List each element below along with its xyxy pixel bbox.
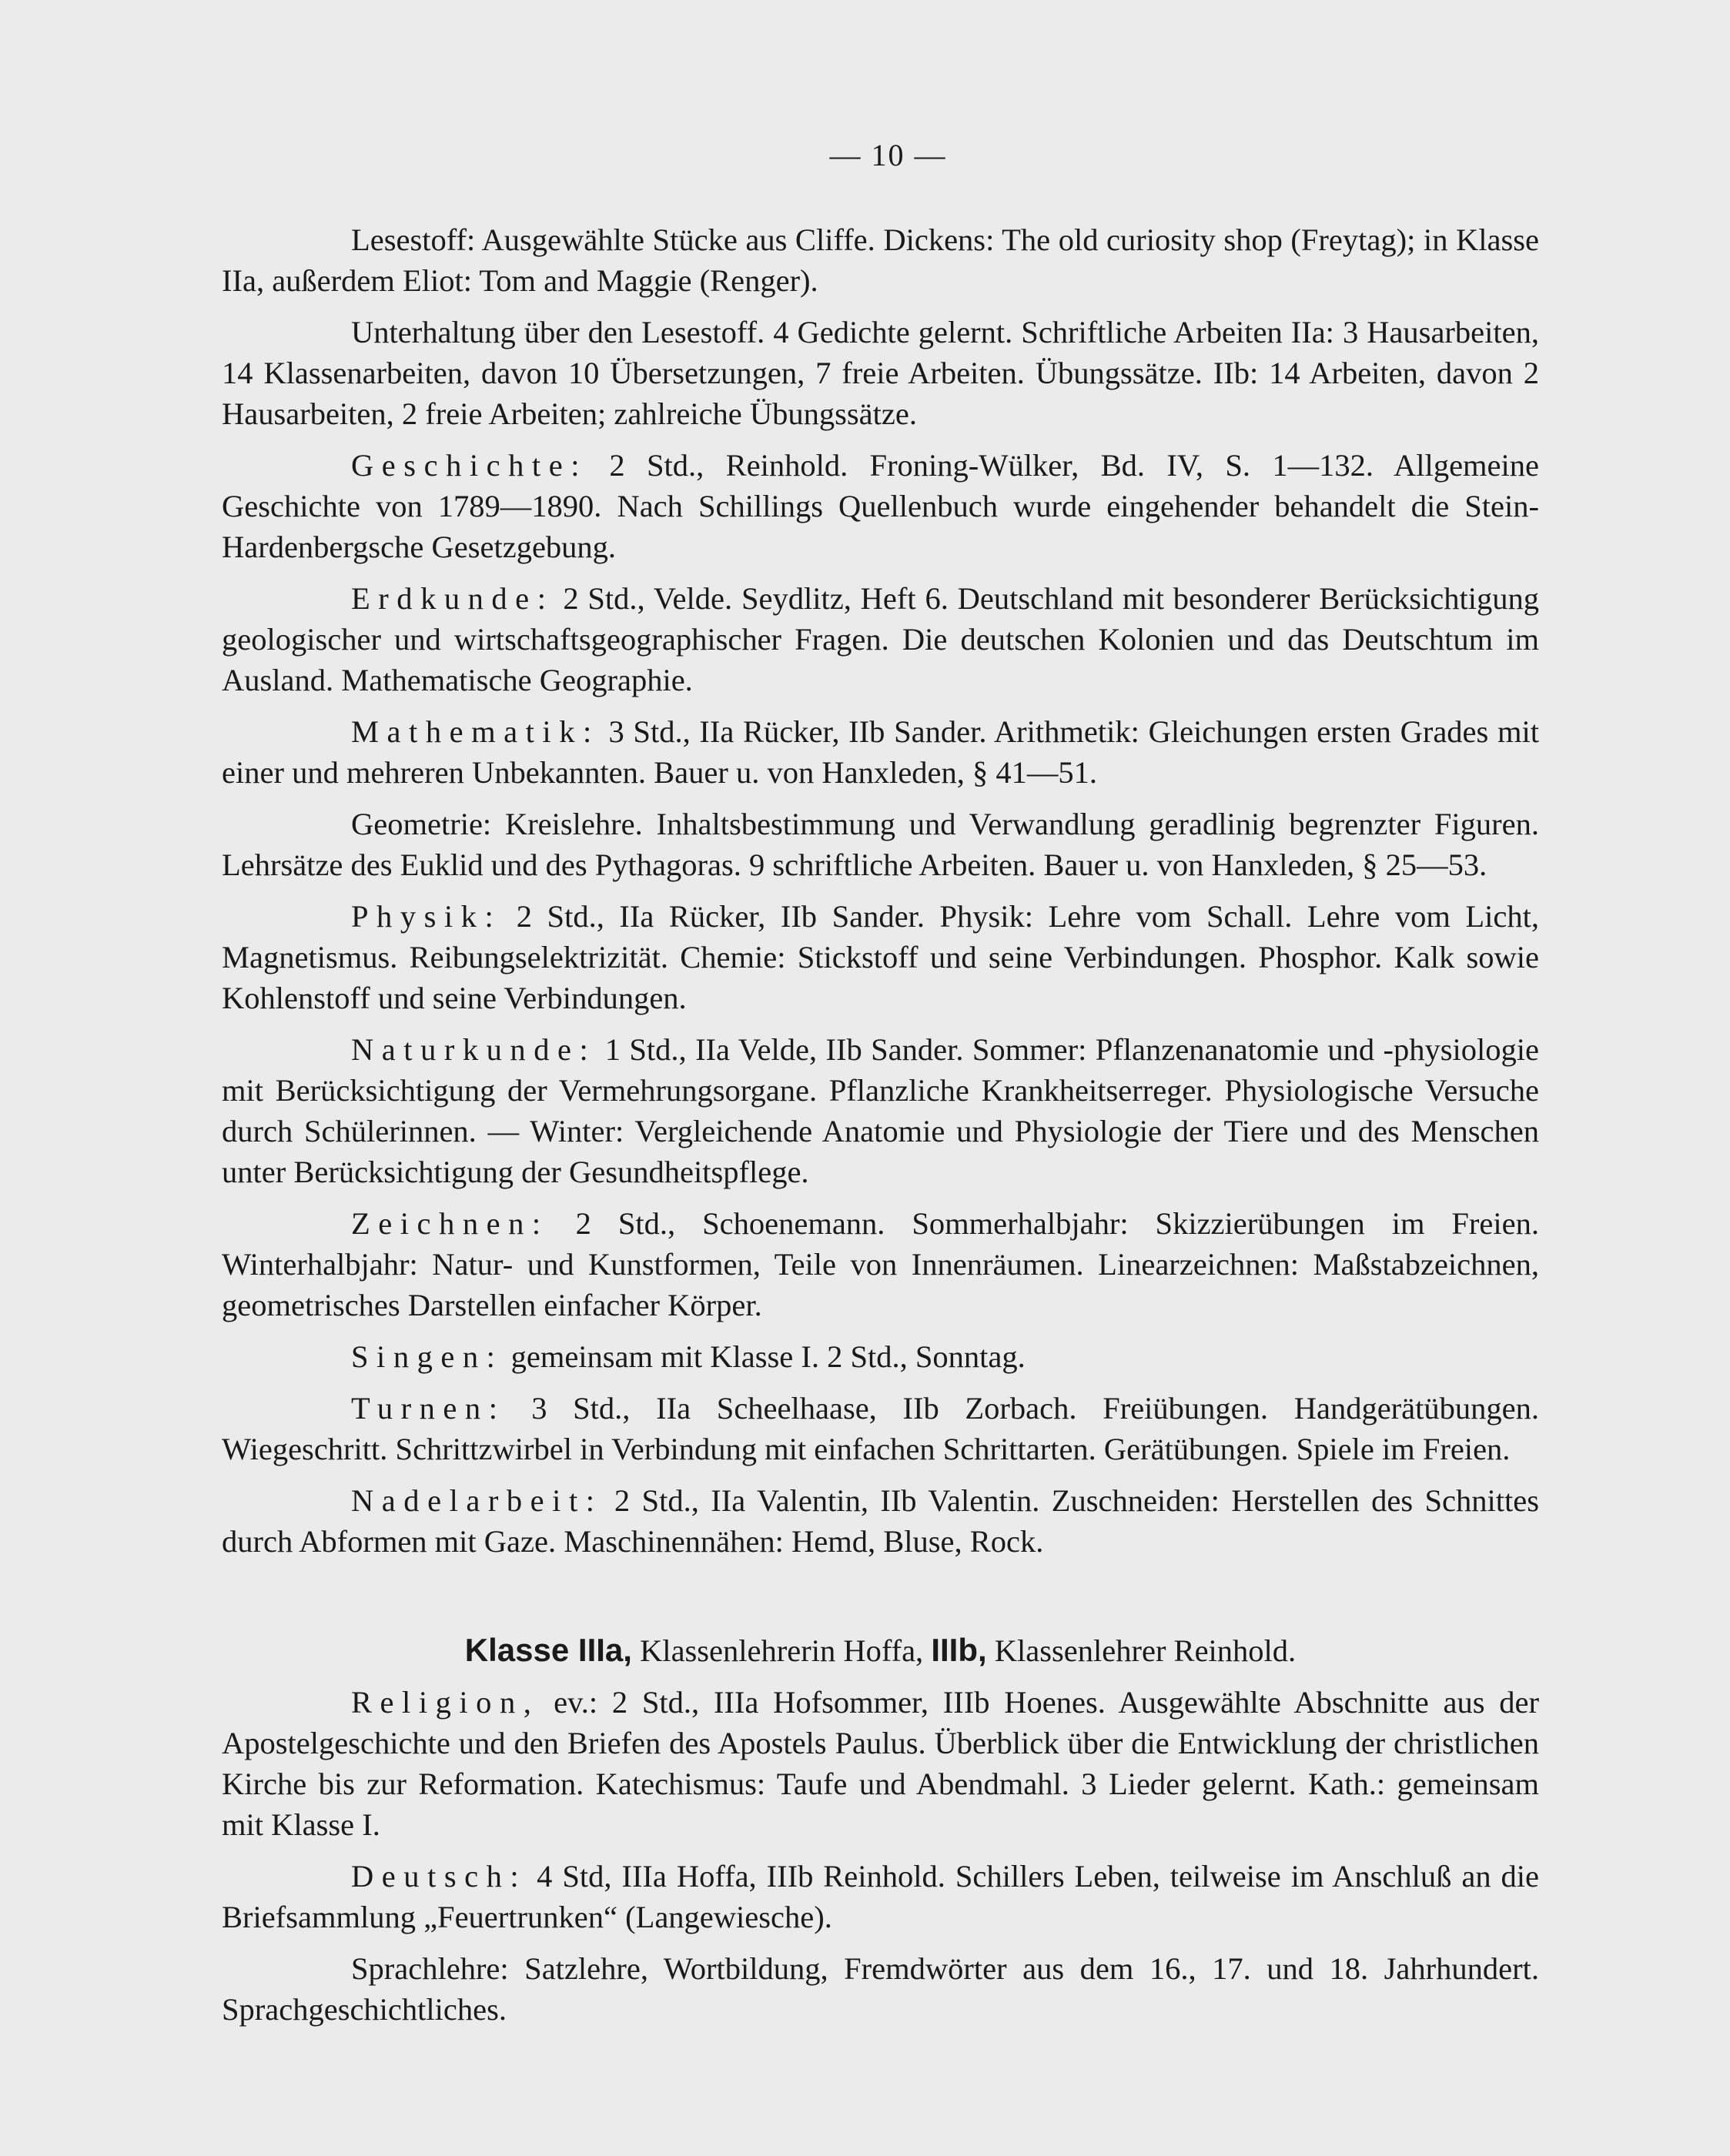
paragraph-zeichnen: [222, 1203, 1539, 1325]
paragraph-text: ev.: 2 Std., IIIa Hofsommer, IIIb Hoenes. Ausgewählte Abschnitte aus der Apostelgeschichte und den Briefen des Apostels Paulus. Überblick über die Entwicklung der christlichen Kirche bis zur Reformation. Katechismus: Taufe und Abendmahl. 3 Lieder gelernt. Kath.: gemeinsam mit Klasse I.: [222, 1685, 1539, 1842]
paragraph-text: 2 Std., IIa Valentin, IIb Valentin. Zuschneiden: Herstellen des Schnittes durch Abformen mit Gaze. Maschinennähen: Hemd, Bluse, Rock.: [222, 1483, 1539, 1559]
paragraph-turnen: [222, 1388, 1539, 1469]
subject-label: Deutsch:: [351, 1859, 527, 1894]
paragraph-text: 2 Std., IIa Rücker, IIb Sander. Physik: Lehre vom Schall. Lehre vom Licht, Magnetismus. Reibungselektrizität. Chemie: Stickstoff und seine Verbindungen. Phosphor. Kalk sowie Kohlenstoff und seine Verbindungen.: [222, 899, 1539, 1015]
subject-label: Naturkunde:: [351, 1032, 597, 1067]
paragraph-lesestoff: [222, 219, 1539, 301]
paragraph-geschichte: [222, 445, 1539, 567]
paragraph-text: 3 Std., IIa Rücker, IIb Sander. Arithmetik: Gleichungen ersten Grades mit einer und mehreren Unbekannten. Bauer u. von Hanxleden, § 41—51.: [222, 714, 1539, 790]
paragraph-text: 1 Std., IIa Velde, IIb Sander. Sommer: Pflanzenanatomie und -physiologie mit Berücksichtigung der Vermehrungsorgane. Pflanzliche Krankheitserreger. Physiologische Versuche durch Schülerinnen. — Winter: Vergleichende Anatomie und Physiologie der Tiere und des Menschen unter Berücksichtigung der Gesundheitspflege.: [222, 1032, 1539, 1189]
paragraph-unterhaltung: [222, 312, 1539, 434]
subject-label: Mathematik:: [351, 714, 600, 749]
paragraph-naturkunde: [222, 1029, 1539, 1192]
paragraph-text: 2 Std., Reinhold. Froning-Wülker, Bd. IV, S. 1—132. Allgemeine Geschichte von 1789—1890. Nach Schillings Quellenbuch wurde eingehender behandelt die Stein-Hardenbergsche Gesetzgebung.: [222, 448, 1539, 564]
heading-teacher-a: Klassenlehrerin Hoffa,: [631, 1633, 932, 1668]
subject-label: Zeichnen:: [351, 1206, 549, 1241]
heading-teacher-b: Klassenlehrer Reinhold.: [986, 1633, 1297, 1668]
paragraph-erdkunde: [222, 578, 1539, 700]
heading-class-a: Klasse IIIa,: [464, 1632, 632, 1668]
subject-label: Geschichte:: [351, 448, 587, 483]
paragraph-geometrie: [222, 804, 1539, 885]
paragraph-text: Sprachlehre: Satzlehre, Wortbildung, Fremdwörter aus dem 16., 17. und 18. Jahrhundert. Sprachgeschichtliches.: [222, 1951, 1539, 2027]
paragraph-mathematik: [222, 711, 1539, 793]
paragraph-nadelarbeit: [222, 1480, 1539, 1562]
paragraph-physik: [222, 896, 1539, 1018]
paragraph-text: 2 Std., Velde. Seydlitz, Heft 6. Deutschland mit besonderer Berücksichtigung geologischer und wirtschaftsgeographischer Fragen. Die deutschen Kolonien und das Deutschtum im Ausland. Mathematische Geographie.: [222, 581, 1539, 697]
paragraph-text: 4 Std, IIIa Hoffa, IIIb Reinhold. Schillers Leben, teilweise im Anschluß an die Briefsammlung „Feuertrunken“ (Langewiesche).: [222, 1859, 1539, 1934]
subject-label: Nadelarbeit:: [351, 1483, 603, 1518]
subject-label: Erdkunde:: [351, 581, 554, 616]
subject-label: Religion,: [351, 1685, 540, 1720]
section-heading: [222, 1630, 1539, 1671]
paragraph-deutsch: [222, 1856, 1539, 1937]
paragraph-text: Lesestoff: Ausgewählte Stücke aus Cliffe. Dickens: The old curiosity shop (Freytag); in Klasse IIa, außerdem Eliot: Tom and Maggie (Renger).: [222, 222, 1539, 298]
paragraph-text: gemeinsam mit Klasse I. 2 Std., Sonntag.: [503, 1339, 1026, 1374]
paragraph-text: 3 Std., IIa Scheelhaase, IIb Zorbach. Freiübungen. Handgerätübungen. Wiegeschritt. Schrittzwirbel in Verbindung mit einfachen Schrittarten. Gerätübungen. Spiele im Freien.: [222, 1391, 1539, 1466]
subject-label: Turnen:: [351, 1391, 506, 1426]
paragraph-text: 2 Std., Schoenemann. Sommerhalbjahr: Skizzierübungen im Freien. Winterhalbjahr: Natur- und Kunstformen, Teile von Innenräumen. Linearzeichnen: Maßstabzeichnen, geometrisches Darstellen einfacher Körper.: [222, 1206, 1539, 1322]
paragraph-text: Geometrie: Kreislehre. Inhaltsbestimmung und Verwandlung geradlinig begrenzter Figuren. Lehrsätze des Euklid und des Pythagoras. 9 schriftliche Arbeiten. Bauer u. von Hanxleden, § 25—53.: [222, 807, 1539, 882]
paragraph-sprachlehre: [222, 1948, 1539, 2030]
paragraph-religion: [222, 1682, 1539, 1845]
subject-label: Physik:: [351, 899, 502, 934]
paragraph-singen: [222, 1336, 1539, 1377]
heading-class-b: IIIb,: [931, 1632, 987, 1668]
page-number: — 10 —: [829, 138, 947, 172]
paragraph-text: Unterhaltung über den Lesestoff. 4 Gedichte gelernt. Schriftliche Arbeiten IIa: 3 Hausarbeiten, 14 Klassenarbeiten, davon 10 Übersetzungen, 7 freie Arbeiten. Übungssätze. IIb: 14 Arbeiten, davon 2 Hausarbeiten, 2 freie Arbeiten; zahlreiche Übungssätze.: [222, 315, 1539, 431]
subject-label: Singen:: [351, 1339, 504, 1374]
